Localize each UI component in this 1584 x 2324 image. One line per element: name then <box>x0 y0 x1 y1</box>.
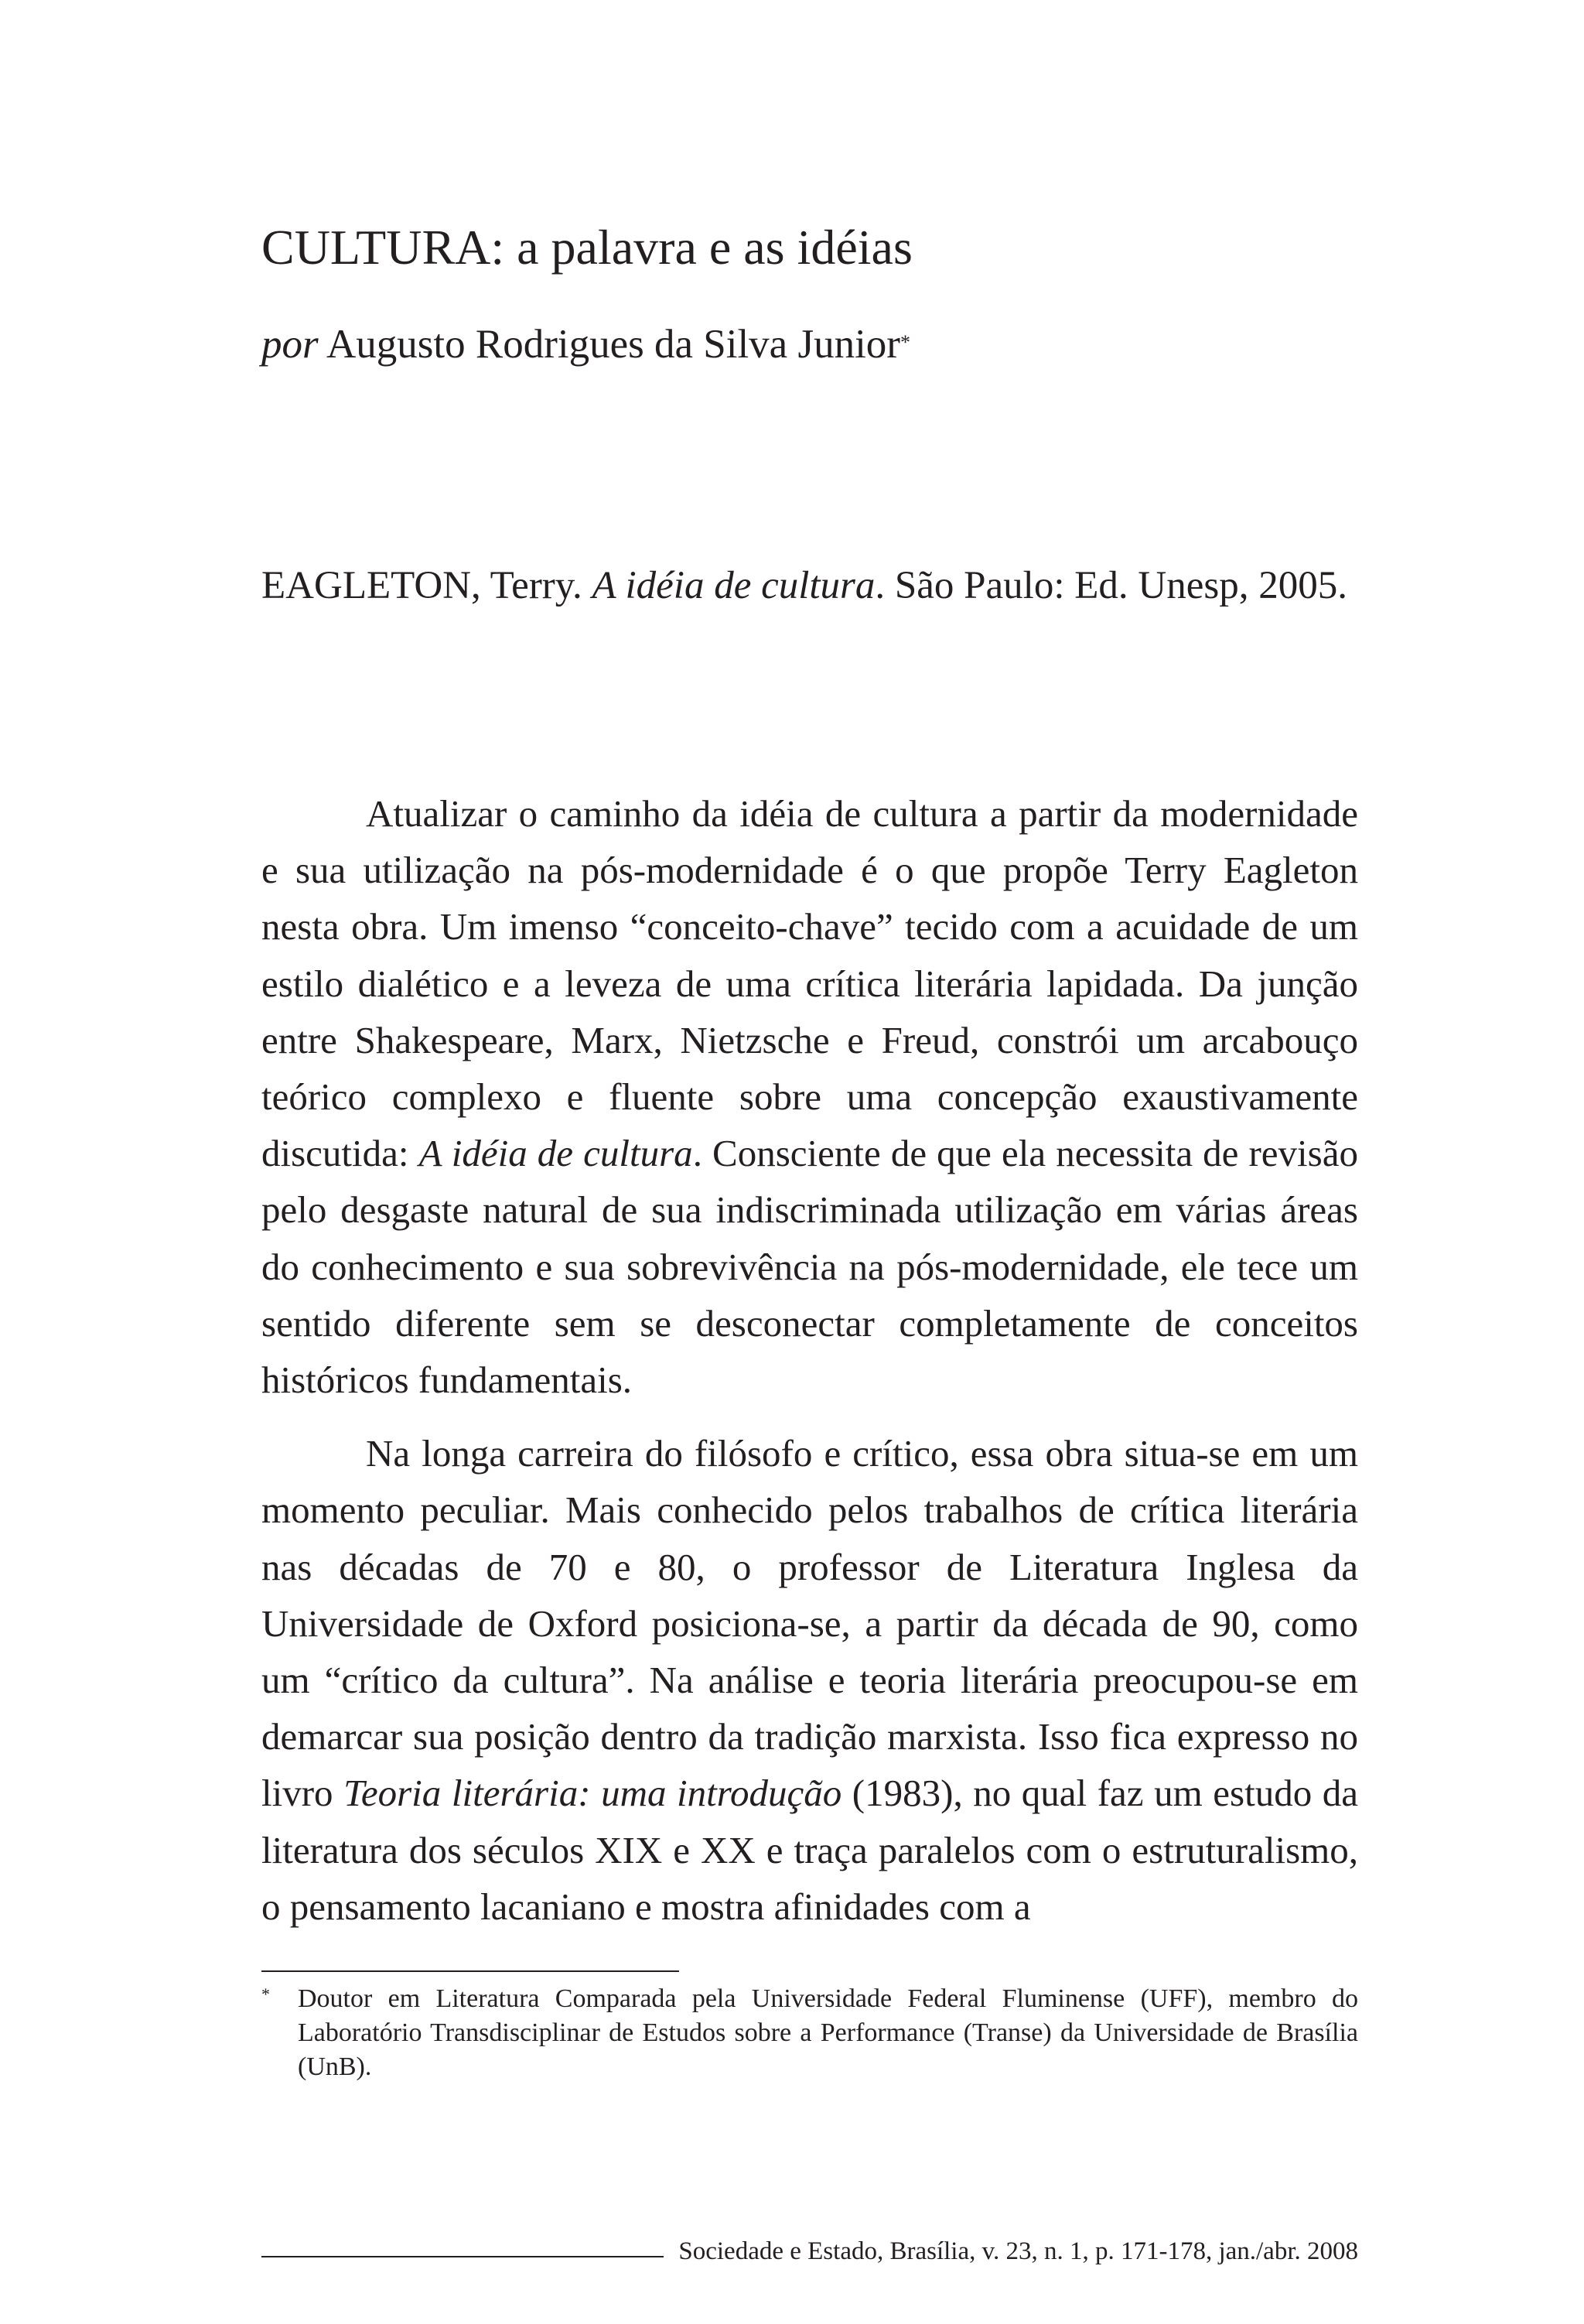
journal-citation: Sociedade e Estado, Brasília, v. 23, n. 1, p. 171-178, jan./abr. 2008 <box>678 2237 1358 2265</box>
article-title: CULTURA: a palavra e as idéias <box>261 220 913 275</box>
paragraph-1-text-b: . Consciente de que ela necessita de revisão pelo desgaste natural de sua indiscriminada utilização em várias áreas do conhecimento e sua sobrevivência na pós-modernidade, ele tece um sentido diferente sem se desconectar completamente de conceitos históricos fundamentais. <box>261 1132 1358 1402</box>
body-paragraph-2 <box>261 1425 1358 1935</box>
footer-divider <box>261 2256 664 2257</box>
footnote-marker: * <box>261 1984 270 2004</box>
author-name: Augusto Rodrigues da Silva Junior <box>326 322 900 367</box>
paragraph-2-italic: Teoria literária: uma introdução <box>343 1772 842 1815</box>
article-byline <box>261 320 910 369</box>
byline-prefix: por <box>261 322 319 367</box>
reference-publisher: . São Paulo: Ed. Unesp, 2005. <box>875 564 1347 607</box>
paragraph-1-text-a: Atualizar o caminho da idéia de cultura a partir da modernidade e sua utilização na pós-modernidade é o que propõe Terry Eagleton nesta obra. Um imenso “conceito-chave” tecido com a acuidade de um estilo dialético e a leveza de uma crítica literária lapidada. Da junção entre Shakespeare, Marx, Nietzsche e Freud, constrói um arcabouço teórico complexo e fluente sobre uma concepção exaustivamente discutida: <box>261 792 1358 1175</box>
reference-author: EAGLETON, Terry. <box>261 564 592 607</box>
paragraph-2-text-a: Na longa carreira do filósofo e crítico, essa obra situa-se em um momento peculiar. Mais conhecido pelos trabalhos de crítica literária nas décadas de 70 e 80, o professor de Literatura Inglesa da Universidade de Oxford posiciona-se, a partir da década de 90, como um “crítico da cultura”. Na análise e teoria literária preocupou-se em demarcar sua posição dentro da tradição marxista. Isso fica expresso no livro <box>261 1432 1358 1815</box>
author-footnote-marker: * <box>900 331 910 354</box>
book-reference <box>261 555 1358 616</box>
footnote <box>261 1982 1358 2084</box>
footnote-divider <box>261 1970 679 1972</box>
article-body <box>261 785 1358 1935</box>
body-paragraph-1 <box>261 785 1358 1408</box>
reference-book-title: A idéia de cultura <box>592 564 876 607</box>
footnote-text: Doutor em Literatura Comparada pela Universidade Federal Fluminense (UFF), membro do Laboratório Transdisciplinar de Estudos sobre a Performance (Transe) da Universidade de Brasília (UnB). <box>298 1984 1358 2081</box>
paragraph-2-text-b: (1983), no qual faz um estudo da literatura dos séculos XIX e XX e traça paralelos com o estruturalismo, o pensamento lacaniano e mostra afinidades com a <box>261 1772 1359 1928</box>
paragraph-1-italic: A idéia de cultura <box>418 1132 693 1175</box>
